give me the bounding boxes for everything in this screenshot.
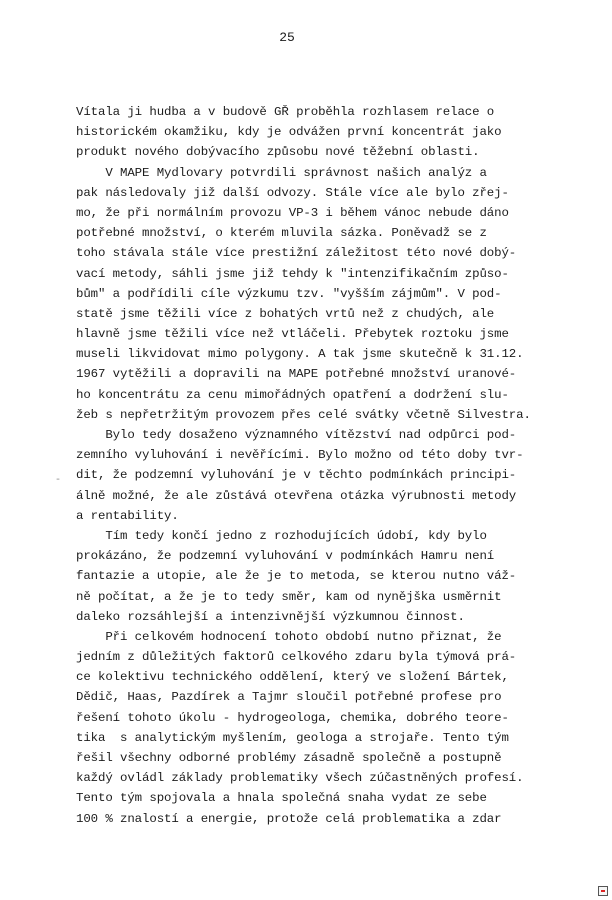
text-line: jedním z důležitých faktorů celkového zdaru byla týmová prá- <box>76 650 517 665</box>
text-line: řešil všechny odborné problémy zásadně společně a postupně <box>76 751 502 765</box>
text-line: řešení tohoto úkolu - hydrogeologa, chemika, dobrého teore- <box>76 710 509 725</box>
text-line: žeb s nepřetržitým provozem přes celé svátky včetně Silvestra. <box>76 407 531 422</box>
document-corner-icon[interactable] <box>598 886 608 896</box>
text-line: Při celkovém hodnocení tohoto období nutno přiznat, že <box>76 629 502 644</box>
text-line: dit, že podzemní vyluhování je v těchto podmínkách principi- <box>76 468 517 483</box>
text-line: každý ovládl základy problematiky všech zúčastněných profesí. <box>76 771 524 786</box>
text-line: statě jsme těžili více z bohatých vrtů než z chudých, ale <box>76 306 495 321</box>
text-line: 100 % znalostí a energie, protože celá problematika a zdar <box>76 811 502 826</box>
text-line: a rentability. <box>76 508 179 523</box>
text-line: pak následovaly již další odvozy. Stále více ale bylo zřej- <box>76 185 509 200</box>
text-line: ně počítat, a že je to tedy směr, kam od nynějška usměrnit <box>76 589 502 604</box>
text-line: hlavně jsme těžili více než vtláčeli. Přebytek roztoku jsme <box>76 327 509 342</box>
text-line: ce kolektivu technického oddělení, který ve složení Bártek, <box>76 670 509 685</box>
text-line: museli likvidovat mimo polygony. A tak jsme skutečně k 31.12. <box>76 347 524 362</box>
text-line: mo, že při normálním provozu VP-3 i během vánoc nebude dáno <box>76 205 509 220</box>
text-line: álně možné, že ale zůstává otevřena otázka výrubnosti metody <box>76 488 517 503</box>
text-line: zemního vyluhování i nevěřícími. Bylo možno od této doby tvr- <box>76 448 524 463</box>
page-number: 25 <box>279 30 295 45</box>
text-line: V MAPE Mydlovary potvrdili správnost našich analýz a <box>76 165 487 180</box>
text-line: toho stávala stále více prestižní záležitost této nové dobý- <box>76 246 517 261</box>
text-line: Tím tedy končí jedno z rozhodujících údobí, kdy bylo <box>76 528 487 543</box>
text-line: prokázáno, že podzemní vyluhování v podmínkách Hamru není <box>76 549 495 564</box>
text-line: vací metody, sáhli jsme již tehdy k "intenzifikačním způso- <box>76 266 509 281</box>
text-line: potřebné množství, o kterém mluvila sázka. Poněvadž se z <box>76 226 487 241</box>
text-line: daleko rozsáhlejší a intenzivnější výzkumnou činnost. <box>76 609 465 624</box>
margin-mark: - <box>55 475 62 486</box>
body-text <box>76 102 576 829</box>
text-line: 1967 vytěžili a dopravili na MAPE potřebné množství uranové- <box>76 367 517 382</box>
text-line: tika s analytickým myšlením, geologa a strojaře. Tento tým <box>76 730 509 745</box>
text-line: Tento tým spojovala a hnala společná snaha vydat ze sebe <box>76 791 487 806</box>
text-line: ho koncentrátu za cenu mimořádných opatření a dodržení slu- <box>76 387 509 402</box>
text-line: bům" a podřídili cíle výzkumu tzv. "vyšším zájmům". V pod- <box>76 286 502 301</box>
text-line: Bylo tedy dosaženo významného vítězství nad odpůrci pod- <box>76 428 517 442</box>
text-line: fantazie a utopie, ale že je to metoda, se kterou nutno váž- <box>76 569 517 584</box>
text-line: Dědič, Haas, Pazdírek a Tajmr sloučil potřebné profese pro <box>76 690 502 705</box>
text-line: historickém okamžiku, kdy je odvážen první koncentrát jako <box>76 125 502 140</box>
text-line: produkt nového dobývacího způsobu nové těžební oblasti. <box>76 145 480 160</box>
text-line: Vítala ji hudba a v budově GŘ proběhla rozhlasem relace o <box>76 105 495 119</box>
